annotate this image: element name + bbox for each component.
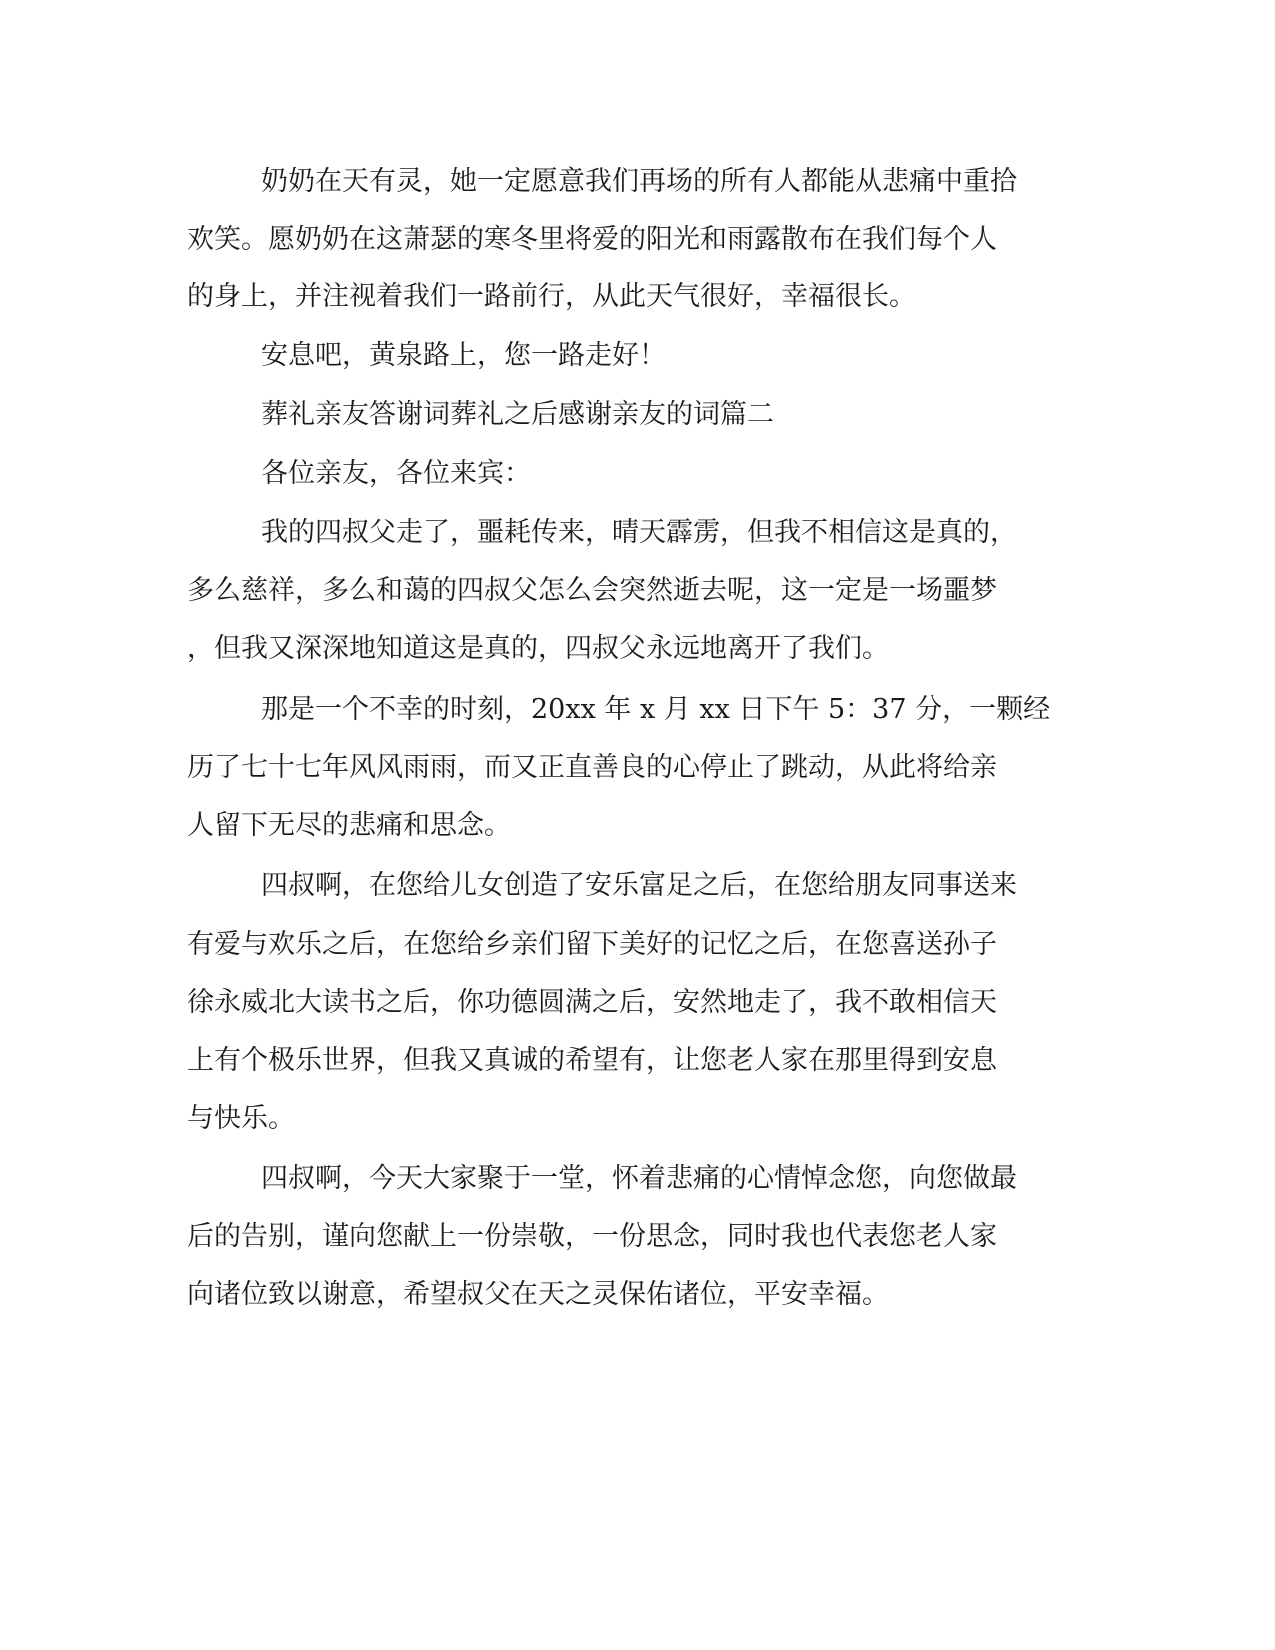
paragraph-1-line-3: 的身上，并注视着我们一路前行，从此天气很好，幸福很长。	[187, 281, 916, 312]
paragraph-5-line-5: 与快乐。	[187, 1103, 295, 1134]
section-heading: 葬礼亲友答谢词葬礼之后感谢亲友的词篇二	[261, 399, 774, 430]
paragraph-6-line-3: 向诸位致以谢意，希望叔父在天之灵保佑诸位，平安幸福。	[187, 1279, 889, 1310]
paragraph-5-line-1: 四叔啊，在您给儿女创造了安乐富足之后，在您给朋友同事送来	[261, 870, 1017, 901]
paragraph-4-line-3: 人留下无尽的悲痛和思念。	[187, 810, 511, 841]
paragraph-5-line-2: 有爱与欢乐之后，在您给乡亲们留下美好的记忆之后，在您喜送孙子	[187, 929, 997, 960]
paragraph-4-line-1: 那是一个不幸的时刻，20xx 年 x 月 xx 日下午 5：37 分，一颗经	[261, 694, 1051, 725]
paragraph-5-line-4: 上有个极乐世界，但我又真诚的希望有，让您老人家在那里得到安息	[187, 1045, 997, 1076]
paragraph-3-line-3: ，但我又深深地知道这是真的，四叔父永远地离开了我们。	[187, 633, 889, 664]
paragraph-4-line-2: 历了七十七年风风雨雨，而又正直善良的心停止了跳动，从此将给亲	[187, 752, 997, 783]
paragraph-6-line-2: 后的告别，谨向您献上一份崇敬，一份思念，同时我也代表您老人家	[187, 1221, 997, 1252]
paragraph-1-line-1: 奶奶在天有灵，她一定愿意我们再场的所有人都能从悲痛中重拾	[261, 166, 1017, 197]
paragraph-6-line-1: 四叔啊，今天大家聚于一堂，怀着悲痛的心情悼念您，向您做最	[261, 1163, 1017, 1194]
paragraph-2-line-1: 安息吧，黄泉路上，您一路走好！	[261, 340, 666, 371]
paragraph-3-line-1: 我的四叔父走了，噩耗传来，晴天霹雳，但我不相信这是真的，	[261, 517, 1017, 548]
paragraph-5-line-3: 徐永威北大读书之后，你功德圆满之后，安然地走了，我不敢相信天	[187, 987, 997, 1018]
paragraph-1-line-2: 欢笑。愿奶奶在这萧瑟的寒冬里将爱的阳光和雨露散布在我们每个人	[187, 224, 997, 255]
paragraph-3-line-2: 多么慈祥，多么和蔼的四叔父怎么会突然逝去呢，这一定是一场噩梦	[187, 575, 997, 606]
salutation: 各位亲友，各位来宾：	[261, 458, 531, 489]
